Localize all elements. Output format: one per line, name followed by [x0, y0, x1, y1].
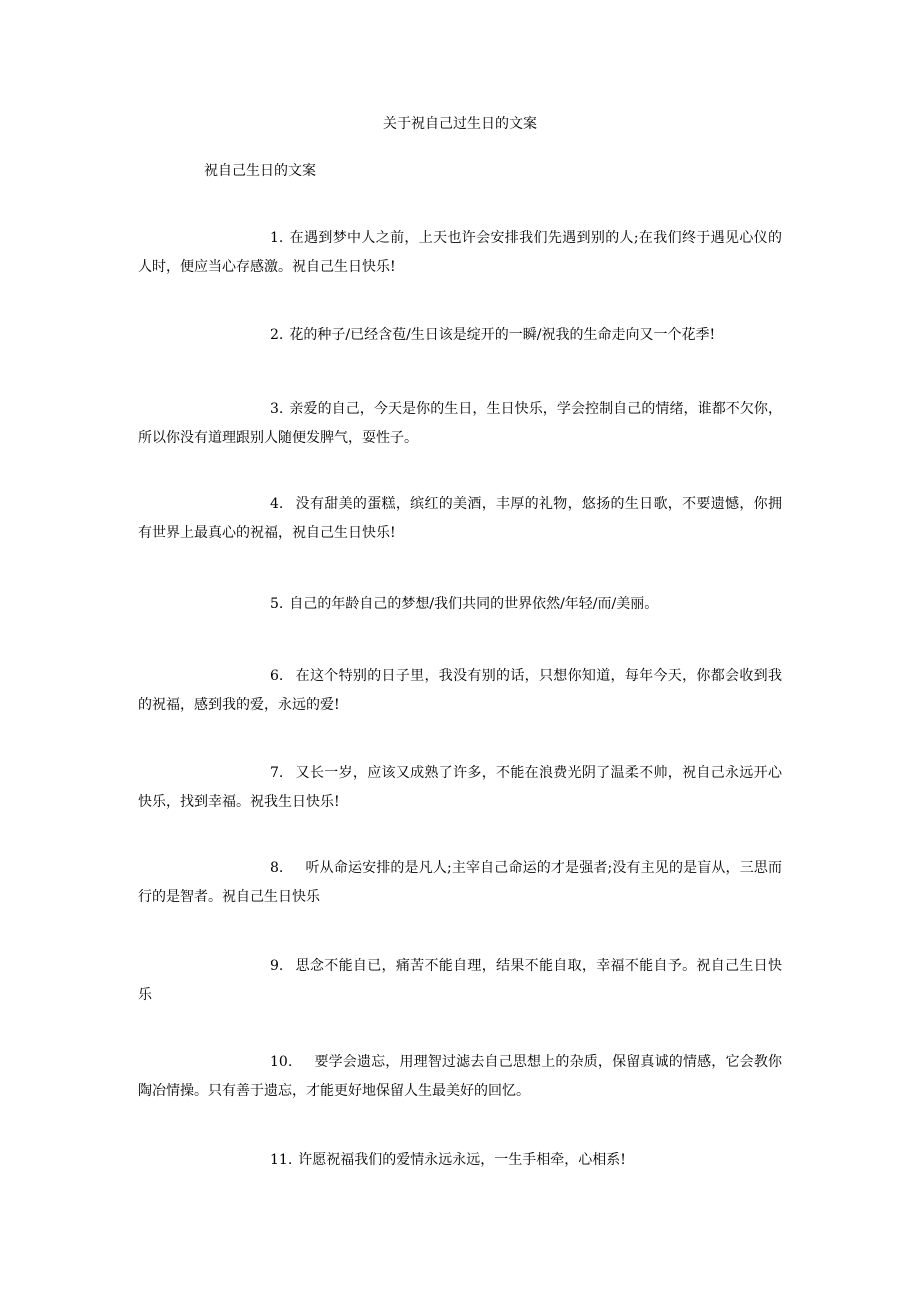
item-text: 花的种子/已经含苞/生日该是绽开的一瞬/祝我的生命走向又一个花季! [289, 327, 716, 343]
item-number: 7. [270, 765, 284, 781]
list-item [138, 1146, 782, 1175]
list-item [138, 1048, 782, 1106]
item-number: 1. [270, 230, 284, 246]
section-subtitle: 祝自己生日的文案 [204, 163, 316, 179]
item-number: 10. [270, 1054, 293, 1070]
item-number: 6. [270, 668, 284, 684]
item-number: 4. [270, 496, 284, 512]
list-item [138, 662, 782, 720]
item-number: 8. [270, 860, 284, 876]
item-text: 在这个特别的日子里，我没有别的话，只想你知道，每年今天，你都会收到我的祝福，感到我的爱，永远的爱! [138, 668, 782, 713]
list-item [138, 590, 782, 619]
item-text: 亲爱的自己，今天是你的生日，生日快乐，学会控制自己的情绪，谁都不欠你，所以你没有道理跟别人随便发脾气，耍性子。 [138, 401, 782, 446]
item-number: 9. [270, 958, 284, 974]
item-text: 又长一岁，应该又成熟了许多，不能在浪费光阴了温柔不帅，祝自己永远开心快乐，找到幸福。祝我生日快乐! [138, 765, 782, 810]
page-title: 关于祝自己过生日的文案 [383, 116, 537, 132]
list-item [138, 490, 782, 548]
item-text: 思念不能自已，痛苦不能自理，结果不能自取，幸福不能自予。祝自己生日快乐 [138, 958, 782, 1003]
item-text: 在遇到梦中人之前，上天也许会安排我们先遇到别的人;在我们终于遇见心仪的人时，便应当心存感激。祝自己生日快乐! [138, 230, 782, 275]
list-item [138, 224, 782, 282]
list-item [138, 854, 782, 912]
item-text: 听从命运安排的是凡人;主宰自己命运的才是强者;没有主见的是盲从，三思而行的是智者。祝自己生日快乐 [138, 860, 782, 905]
item-number: 2. [270, 327, 284, 343]
item-text: 自己的年龄自己的梦想/我们共同的世界依然/年轻/而/美丽。 [289, 596, 659, 612]
list-item [138, 321, 782, 350]
item-number: 5. [270, 596, 284, 612]
list-item [138, 952, 782, 1010]
item-text: 要学会遗忘，用理智过滤去自己思想上的杂质，保留真诚的情感，它会教你陶冶情操。只有善于遗忘，才能更好地保留人生最美好的回忆。 [138, 1054, 782, 1099]
item-number: 3. [270, 401, 284, 417]
item-text: 没有甜美的蛋糕，缤红的美酒，丰厚的礼物，悠扬的生日歌，不要遗憾，你拥有世界上最真心的祝福，祝自己生日快乐! [138, 496, 782, 541]
list-item [138, 395, 782, 453]
item-text: 许愿祝福我们的爱情永远永远，一生手相牵，心相系! [298, 1152, 626, 1168]
item-number: 11. [270, 1152, 293, 1168]
list-item [138, 759, 782, 817]
